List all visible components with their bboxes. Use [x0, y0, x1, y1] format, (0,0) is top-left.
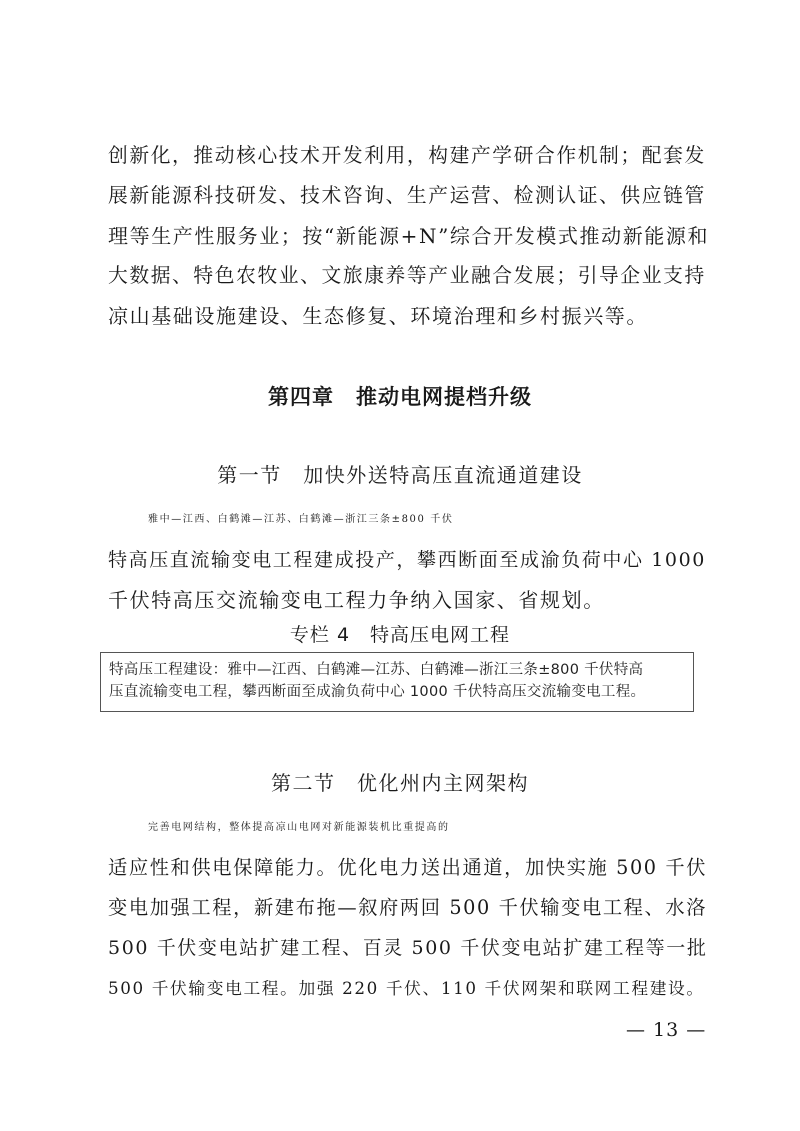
- info-box-line-2: 压直流输变电工程，攀西断面至成渝负荷中心 1000 千伏特高压交流输变电工程。: [109, 684, 646, 700]
- section-2-line-2: 适应性和供电保障能力。优化电力送出通道，加快实施 500 千伏: [108, 856, 708, 879]
- box-title: 专栏 4 特高压电网工程: [289, 624, 511, 646]
- intro-paragraph: [108, 136, 708, 336]
- section-1-paragraph: [108, 500, 708, 620]
- section-2-title: 第二节 优化州内主网架构: [271, 771, 529, 795]
- intro-line-2: 展新能源科技研发、技术咨询、生产运营、检测认证、供应链管: [108, 184, 706, 207]
- section-2-line-4: 500 千伏变电站扩建工程、百灵 500 千伏变电站扩建工程等一批: [108, 937, 708, 959]
- section-1-line-1: 雅中—江西、白鹤滩—江苏、白鹤滩—浙江三条±800 千伏: [148, 514, 454, 525]
- info-box: [100, 652, 694, 712]
- section-2-paragraph: [108, 808, 708, 1008]
- chapter-title: 第四章 推动电网提档升级: [268, 385, 532, 409]
- section-2-line-1: 完善电网结构，整体提高凉山电网对新能源装机比重提高的: [148, 822, 450, 833]
- section-2-line-3: 变电加强工程，新建布拖—叙府两回 500 千伏输变电工程、水洛: [108, 896, 708, 919]
- section-2-line-5: 500 千伏输变电工程。加强 220 千伏、110 千伏网架和联网工程建设。: [108, 978, 705, 998]
- intro-line-5: 凉山基础设施建设、生态修复、环境治理和乡村振兴等。: [108, 304, 648, 328]
- info-box-line-1: 特高压工程建设：雅中—江西、白鹤滩—江苏、白鹤滩—浙江三条±800 千伏特高: [109, 662, 644, 678]
- intro-line-4: 大数据、特色农牧业、文旅康养等产业融合发展；引导企业支持: [108, 264, 706, 287]
- intro-line-3: 理等生产性服务业；按“新能源+N”综合开发模式推动新能源和: [108, 224, 710, 248]
- section-1-title: 第一节 加快外送特高压直流通道建设: [217, 463, 583, 487]
- section-1-line-3: 千伏特高压交流输变电工程力争纳入国家、省规划。: [108, 588, 605, 612]
- page-number: — 13 —: [626, 1019, 707, 1041]
- section-1-line-2: 特高压直流输变电工程建成投产，攀西断面至成渝负荷中心 1000: [108, 549, 706, 571]
- intro-line-1: 创新化，推动核心技术开发利用，构建产学研合作机制；配套发: [108, 144, 706, 167]
